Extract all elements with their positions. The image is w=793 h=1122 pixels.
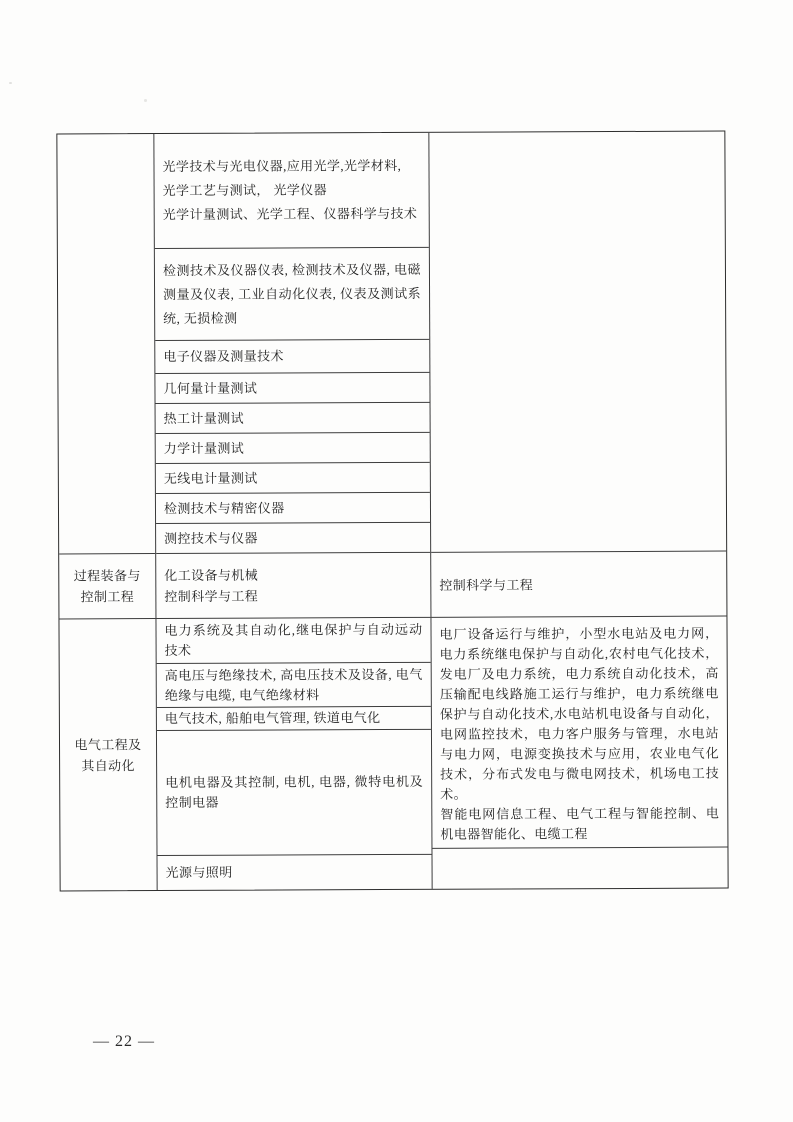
page-number: — 22 — xyxy=(93,1033,155,1050)
specialty-cell-power-systems xyxy=(156,618,430,664)
scan-speck xyxy=(9,82,12,84)
specialty-thermal-text: 热工计量测试 xyxy=(163,410,245,426)
category-electrical-line1: 电气工程及 xyxy=(74,736,142,752)
specialty-motors-text: 电机电器及其控制, 电机, 电器, 微特电机及控制电器 xyxy=(165,773,424,810)
category-process-line1: 过程装备与 xyxy=(73,568,141,584)
specialty-light-sources-text: 光源与照明 xyxy=(165,864,233,880)
related-electrical-paragraph-1: 电厂设备运行与维护，小型水电站及电力网，电力系统继电保护与自动化,农村电气化技术，发电厂及电力系统，电力系统自动化技术，高压输配电线路施工运行与维护，电力系统继电保护与自动化技术,水电站机电设备与自动化，电网监控技术，电力客户服务与管理，水电站与电力网，电源变换技术与应用，农业电气化技术，分布式发电与微电网技术，机场电工技术。 xyxy=(439,625,720,802)
specialty-mechanics-text: 力学计量测试 xyxy=(163,440,245,456)
specialty-cell-geometric-metrology xyxy=(155,373,429,404)
specialty-cell-mechanics-metrology xyxy=(156,433,430,464)
degree-specialty-table xyxy=(56,131,728,892)
specialty-cell-chemical-equipment xyxy=(156,553,430,619)
specialty-cell-thermal-metrology xyxy=(156,403,430,434)
related-cell-empty-bottom xyxy=(432,848,727,889)
specialty-electrical-technology-text: 电气技术, 船舶电气管理, 铁道电气化 xyxy=(164,710,381,726)
specialty-cell-high-voltage xyxy=(157,663,431,708)
specialty-chemical-text: 化工设备与机械 控制科学与工程 xyxy=(164,567,259,604)
specialty-cell-detection-precision-instruments xyxy=(156,493,430,524)
specialty-optics-text: 光学技术与光电仪器,应用光学,光学材料, 光学工艺与测试， 光学仪器 光学计量测试、光学工程、仪器科学与技术 xyxy=(162,157,418,222)
related-cell-electrical-disciplines xyxy=(431,617,727,849)
specialty-measurement-control-text: 测控技术与仪器 xyxy=(164,530,258,546)
related-control-science-text: 控制科学与工程 xyxy=(439,576,534,593)
category-process-line2: 控制工程 xyxy=(80,589,135,605)
specialty-radio-text: 无线电计量测试 xyxy=(163,470,258,486)
scan-speck xyxy=(144,99,147,102)
category-cell-electrical-engineering xyxy=(59,619,156,890)
category-cell-process-equipment-control xyxy=(59,554,155,619)
specialty-detection-text: 检测技术及仪器仪表, 检测技术及仪器, 电磁测量及仪表, 工业自动化仪表, 仪表及测试系统, 无损检测 xyxy=(162,261,422,326)
specialty-cell-radio-metrology xyxy=(156,463,430,494)
category-column xyxy=(57,134,157,890)
specialty-cell-measurement-control-instruments xyxy=(156,523,430,554)
related-electrical-paragraph-2: 智能电网信息工程、电气工程与智能控制、电机电器智能化、电缆工程 xyxy=(440,805,720,842)
related-cell-empty-top xyxy=(429,132,726,553)
related-cell-control-science xyxy=(431,552,726,618)
specialty-precision-text: 检测技术与精密仪器 xyxy=(163,499,285,516)
specialty-cell-detection-instruments xyxy=(155,248,429,341)
related-empty-bottom-text xyxy=(441,868,720,869)
specialty-cell-electronic-instruments xyxy=(155,340,429,374)
category-electrical-line2: 其自动化 xyxy=(81,757,135,773)
related-column xyxy=(429,132,727,889)
specialty-cell-electrical-technology xyxy=(157,707,431,731)
specialty-column xyxy=(154,133,432,890)
specialty-cell-optics xyxy=(154,133,428,249)
category-cell-empty xyxy=(57,134,155,554)
specialty-cell-motors-appliances xyxy=(157,730,432,856)
specialty-high-voltage-text: 高电压与绝缘技术, 高电压技术及设备, 电气绝缘与电缆, 电气绝缘材料 xyxy=(164,666,423,703)
specialty-geometric-text: 几何量计量测试 xyxy=(163,380,258,396)
specialty-cell-light-sources xyxy=(158,855,432,890)
specialty-electronic-text: 电子仪器及测量技术 xyxy=(163,348,284,364)
related-empty-top-text xyxy=(438,341,717,342)
specialty-power-systems-text: 电力系统及其自动化,继电保护与自动远动技术 xyxy=(164,621,423,658)
